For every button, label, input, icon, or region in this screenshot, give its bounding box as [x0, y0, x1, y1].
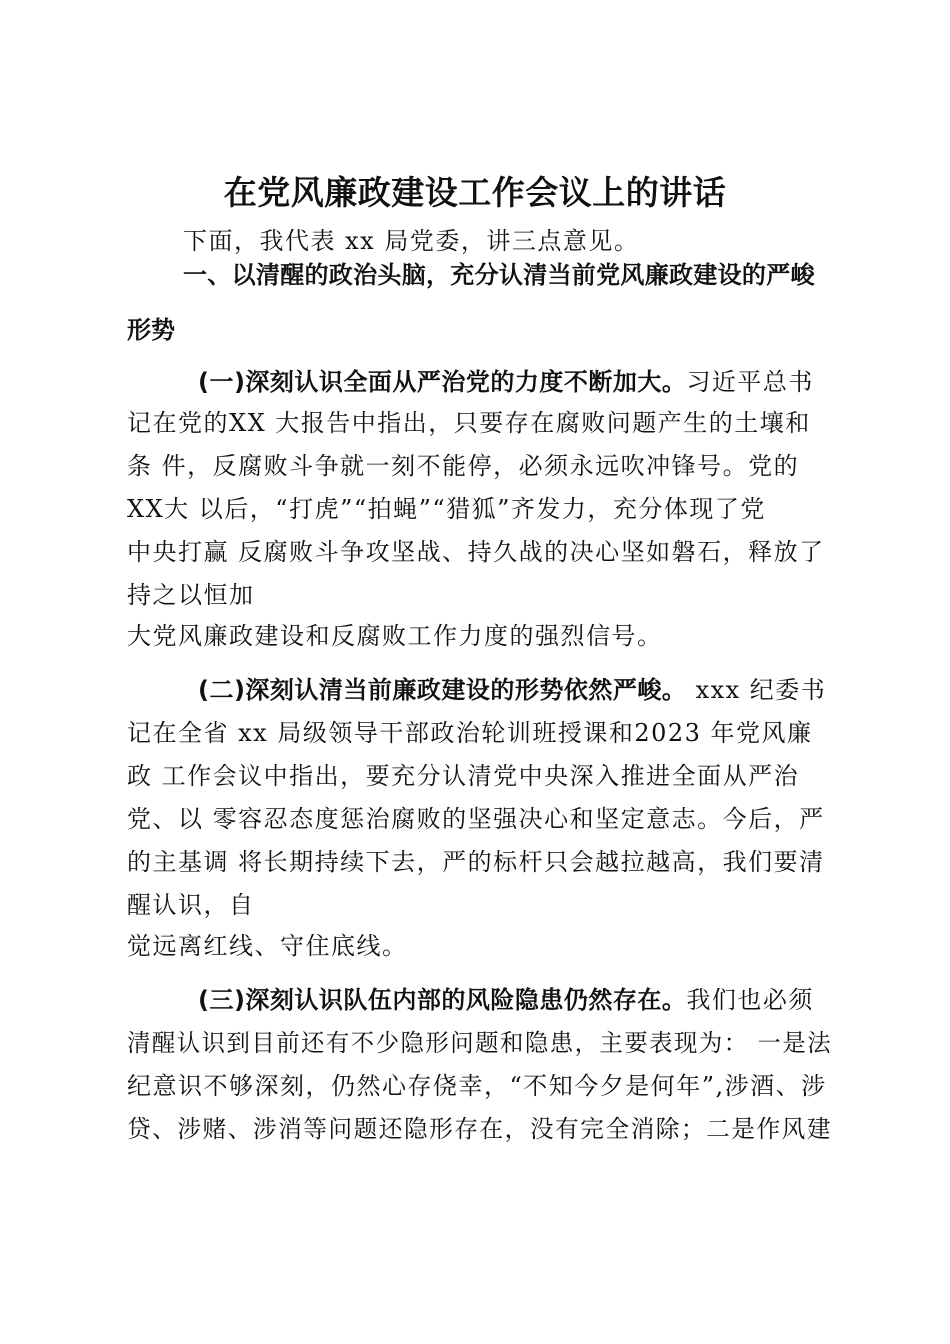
- subsection-1-line: 条 件，反腐败斗争就一刻不能停，必须永远吹冲锋号。党的: [127, 452, 800, 480]
- subsection-2-line: 的主基调 将长期持续下去，严的标杆只会越拉越高，我们要清: [127, 848, 825, 876]
- subsection-2-text: xxx 纪委书: [686, 676, 827, 704]
- intro-paragraph: 下面，我代表 xx 局党委，讲三点意见。: [183, 227, 640, 255]
- subsection-2-line: 党、以 零容忍态度惩治腐败的坚强决心和坚定意志。今后，严: [127, 805, 825, 833]
- subsection-2-first-line: [198, 673, 826, 707]
- subsection-2-line: 记在全省 xx 局级领导干部政治轮训班授课和2023 年党风廉: [127, 719, 813, 747]
- subsection-3-line: 清醒认识到目前还有不少隐形问题和隐患，主要表现为： 一是法: [127, 1029, 833, 1057]
- subsection-1-line: 记在党的XX 大报告中指出，只要存在腐败问题产生的土壤和: [127, 409, 811, 437]
- document-title: 在党风廉政建设工作会议上的讲话: [223, 173, 727, 212]
- section-1-heading-line-2: 形势: [127, 316, 175, 344]
- subsection-1-line: 中央打赢 反腐败斗争攻坚战、持久战的决心坚如磐石，释放了: [127, 538, 825, 566]
- subsection-2-heading: (二)深刻认清当前廉政建设的形势依然严峻。: [198, 676, 687, 704]
- subsection-1-line: 大党风廉政建设和反腐败工作力度的强烈信号。: [127, 622, 663, 650]
- subsection-1-line: 持之以恒加: [127, 581, 255, 609]
- subsection-1-line: XX大 以后，“打虎”“拍蝇”“猎狐”齐发力，充分体现了党: [127, 495, 766, 523]
- subsection-3-text: 我们也必须: [686, 986, 814, 1014]
- subsection-2-line: 醒认识，自: [127, 891, 255, 919]
- subsection-2-line: 觉远离红线、守住底线。: [127, 932, 408, 960]
- subsection-3-heading: (三)深刻认识队伍内部的风险隐患仍然存在。: [198, 986, 687, 1014]
- subsection-3-line: 纪意识不够深刻，仍然心存侥幸，“不知今夕是何年”,涉酒、涉: [127, 1072, 827, 1100]
- subsection-3-first-line: [198, 983, 814, 1017]
- subsection-2-line: 政 工作会议中指出，要充分认清党中央深入推进全面从严治: [127, 762, 800, 790]
- subsection-3-line: 贷、涉赌、涉消等问题还隐形存在，没有完全消除；二是作风建: [127, 1115, 833, 1143]
- subsection-1-heading: (一)深刻认识全面从严治党的力度不断加大。: [198, 368, 687, 396]
- subsection-1-text: 习近平总书: [686, 368, 814, 396]
- subsection-1-first-line: [198, 365, 814, 399]
- section-1-heading-line-1: 一、以清醒的政治头脑，充分认清当前党风廉政建设的严峻: [183, 261, 815, 289]
